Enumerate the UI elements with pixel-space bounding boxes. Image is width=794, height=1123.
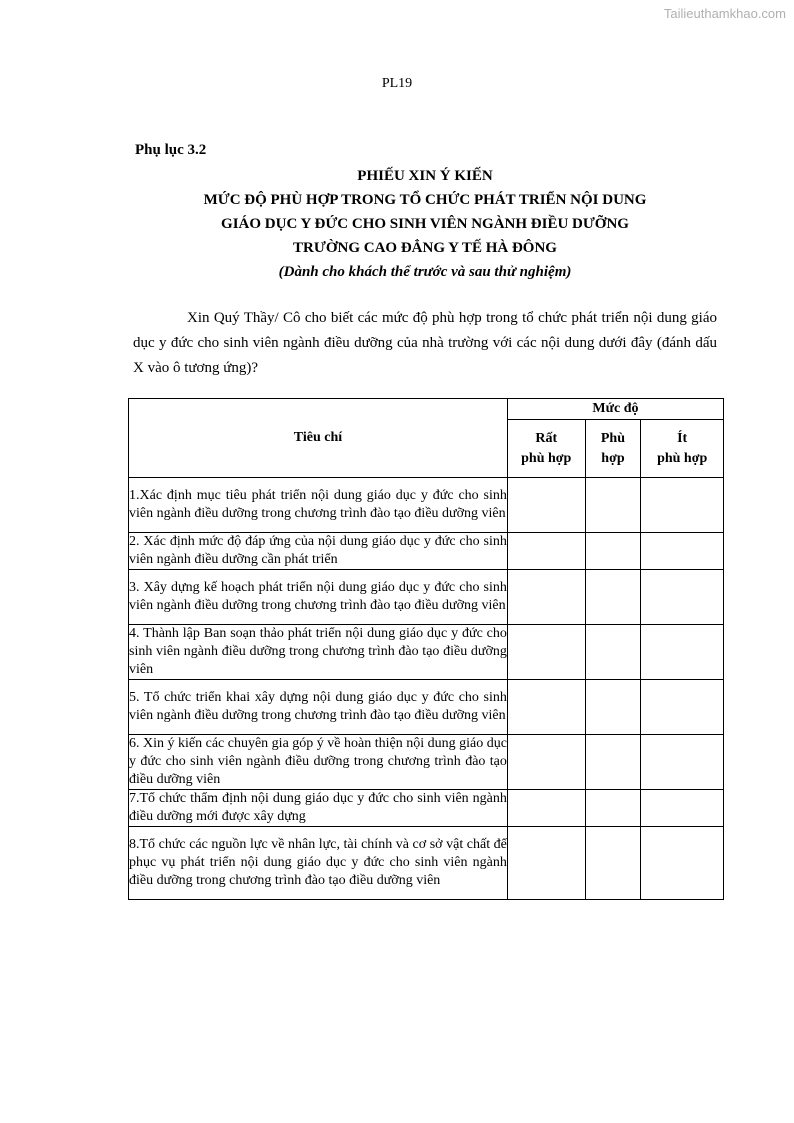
level-column-label: hợp bbox=[601, 450, 625, 466]
form-title-line: MỨC ĐỘ PHÙ HỢP TRONG TỔ CHỨC PHÁT TRIỂN NỘI DUNG bbox=[203, 192, 647, 208]
criterion-cell: 8.Tổ chức các nguồn lực về nhân lực, tài chính và cơ sở vật chất để phục vụ phát triển nội dung giáo dục y đức cho sinh viên ngành điều dưỡng trong chương trình đào tạo điều dưỡng viên bbox=[129, 827, 508, 900]
level-column-label: Rất bbox=[535, 430, 558, 446]
criterion-cell: 2. Xác định mức độ đáp ứng của nội dung giáo dục y đức cho sinh viên ngành điều dưỡng cần phát triển bbox=[129, 533, 508, 570]
answer-checkbox-suitable[interactable] bbox=[585, 533, 641, 570]
criteria-header: Tiêu chí bbox=[129, 399, 508, 478]
form-title-block bbox=[60, 164, 790, 284]
answer-checkbox-less-suitable[interactable] bbox=[641, 680, 724, 735]
answer-checkbox-very-suitable[interactable] bbox=[507, 680, 585, 735]
answer-checkbox-less-suitable[interactable] bbox=[641, 790, 724, 827]
criterion-cell: 6. Xin ý kiến các chuyên gia góp ý về hoàn thiện nội dung giáo dục y đức cho sinh viên ngành điều dưỡng trong chương trình đào tạo điều dưỡng viên bbox=[129, 735, 508, 790]
form-title-line: TRƯỜNG CAO ĐẲNG Y TẾ HÀ ĐÔNG bbox=[293, 240, 557, 256]
watermark-text: Tailieuthamkhao.com bbox=[663, 6, 786, 21]
answer-checkbox-less-suitable[interactable] bbox=[641, 735, 724, 790]
criterion-cell: 3. Xây dựng kế hoạch phát triển nội dung giáo dục y đức cho sinh viên ngành điều dưỡng trong chương trình đào tạo điều dưỡng viên bbox=[129, 570, 508, 625]
answer-checkbox-very-suitable[interactable] bbox=[507, 533, 585, 570]
criterion-cell: 1.Xác định mục tiêu phát triển nội dung giáo dục y đức cho sinh viên ngành điều dưỡng trong chương trình đào tạo điều dưỡng viên bbox=[129, 478, 508, 533]
table-row bbox=[129, 735, 724, 790]
page-number: PL19 bbox=[381, 76, 413, 91]
answer-checkbox-suitable[interactable] bbox=[585, 790, 641, 827]
form-title-line: GIÁO DỤC Y ĐỨC CHO SINH VIÊN NGÀNH ĐIỀU DƯỠNG bbox=[221, 216, 629, 232]
answer-checkbox-very-suitable[interactable] bbox=[507, 827, 585, 900]
level-column-very-suitable bbox=[507, 420, 585, 478]
level-column-less-suitable bbox=[641, 420, 724, 478]
table-row bbox=[129, 570, 724, 625]
table-row bbox=[129, 533, 724, 570]
answer-checkbox-suitable[interactable] bbox=[585, 570, 641, 625]
form-title-line: PHIẾU XIN Ý KIẾN bbox=[357, 168, 493, 184]
level-column-label: Phù bbox=[600, 430, 625, 446]
table-row bbox=[129, 680, 724, 735]
intro-paragraph: Xin Quý Thầy/ Cô cho biết các mức độ phù hợp trong tổ chức phát triển nội dung giáo dục y đức cho sinh viên ngành điều dưỡng của nhà trường với các nội dung dưới đây (đánh dấu X vào ô tương ứng)? bbox=[133, 310, 717, 376]
criterion-cell: 4. Thành lập Ban soạn thảo phát triển nội dung giáo dục y đức cho sinh viên ngành điều dưỡng trong chương trình đào tạo điều dưỡng viên bbox=[129, 625, 508, 680]
answer-checkbox-suitable[interactable] bbox=[585, 680, 641, 735]
level-column-suitable bbox=[585, 420, 641, 478]
appendix-label: Phụ lục 3.2 bbox=[135, 142, 207, 158]
form-subtitle: (Dành cho khách thể trước và sau thử nghiệm) bbox=[278, 264, 572, 280]
answer-checkbox-less-suitable[interactable] bbox=[641, 625, 724, 680]
answer-checkbox-very-suitable[interactable] bbox=[507, 625, 585, 680]
table-row bbox=[129, 478, 724, 533]
answer-checkbox-suitable[interactable] bbox=[585, 827, 641, 900]
level-column-label: phù hợp bbox=[657, 450, 708, 466]
criterion-cell: 5. Tổ chức triển khai xây dựng nội dung giáo dục y đức cho sinh viên ngành điều dưỡng trong chương trình đào tạo điều dưỡng viên bbox=[129, 680, 508, 735]
answer-checkbox-very-suitable[interactable] bbox=[507, 478, 585, 533]
level-header: Mức độ bbox=[507, 399, 723, 420]
answer-checkbox-less-suitable[interactable] bbox=[641, 570, 724, 625]
answer-checkbox-suitable[interactable] bbox=[585, 735, 641, 790]
answer-checkbox-suitable[interactable] bbox=[585, 478, 641, 533]
answer-checkbox-very-suitable[interactable] bbox=[507, 790, 585, 827]
table-row bbox=[129, 790, 724, 827]
level-column-label: phù hợp bbox=[521, 450, 572, 466]
survey-table bbox=[128, 398, 724, 900]
criterion-cell: 7.Tổ chức thẩm định nội dung giáo dục y đức cho sinh viên ngành điều dưỡng mới được xây dựng bbox=[129, 790, 508, 827]
level-column-label: Ít bbox=[677, 430, 688, 446]
answer-checkbox-less-suitable[interactable] bbox=[641, 827, 724, 900]
answer-checkbox-very-suitable[interactable] bbox=[507, 570, 585, 625]
answer-checkbox-less-suitable[interactable] bbox=[641, 478, 724, 533]
table-row bbox=[129, 827, 724, 900]
answer-checkbox-less-suitable[interactable] bbox=[641, 533, 724, 570]
answer-checkbox-very-suitable[interactable] bbox=[507, 735, 585, 790]
table-row bbox=[129, 625, 724, 680]
answer-checkbox-suitable[interactable] bbox=[585, 625, 641, 680]
